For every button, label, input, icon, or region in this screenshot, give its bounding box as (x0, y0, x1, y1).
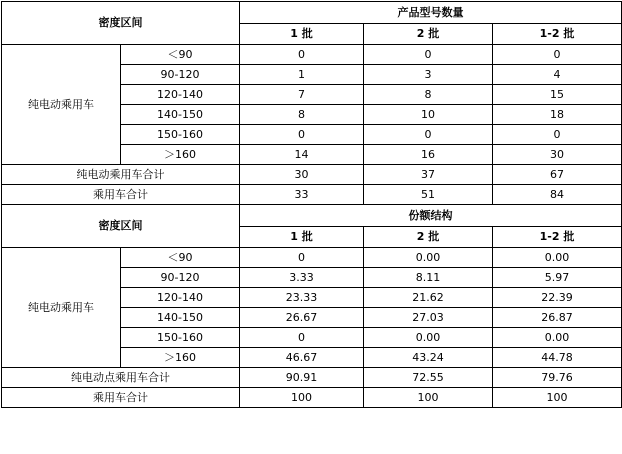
cell: 7 (240, 85, 364, 105)
cell: 43.24 (364, 348, 493, 368)
cell: 79.76 (493, 368, 622, 388)
range-label: 90-120 (121, 268, 240, 288)
cell: 67 (493, 165, 622, 185)
table-row (2, 45, 622, 65)
range-label: 140-150 (121, 308, 240, 328)
cell: 0 (240, 328, 364, 348)
range-header: 密度区间 (2, 205, 240, 248)
col-header: 1 批 (240, 227, 364, 248)
cell: 0.00 (364, 248, 493, 268)
range-label: ＞160 (121, 348, 240, 368)
col-header: 2 批 (364, 24, 493, 45)
cell: 0.00 (493, 328, 622, 348)
cell: 0 (240, 248, 364, 268)
cell: 4 (493, 65, 622, 85)
cell: 15 (493, 85, 622, 105)
density-table (1, 1, 622, 408)
col-header: 1 批 (240, 24, 364, 45)
subtotal-row (2, 165, 622, 185)
col-header: 1-2 批 (493, 24, 622, 45)
cell: 0 (493, 45, 622, 65)
cell: 0 (240, 45, 364, 65)
cell: 100 (493, 388, 622, 408)
total-row (2, 185, 622, 205)
range-label: ＜90 (121, 45, 240, 65)
total-row (2, 388, 622, 408)
cell: 22.39 (493, 288, 622, 308)
cell: 0 (493, 125, 622, 145)
cell: 33 (240, 185, 364, 205)
cell: 51 (364, 185, 493, 205)
cell: 100 (240, 388, 364, 408)
range-label: 150-160 (121, 328, 240, 348)
total-label: 乘用车合计 (2, 185, 240, 205)
cell: 0 (364, 45, 493, 65)
range-label: 140-150 (121, 105, 240, 125)
cell: 0 (240, 125, 364, 145)
cell: 72.55 (364, 368, 493, 388)
cell: 3 (364, 65, 493, 85)
cell: 30 (493, 145, 622, 165)
cell: 10 (364, 105, 493, 125)
cell: 37 (364, 165, 493, 185)
cell: 26.87 (493, 308, 622, 328)
cell: 5.97 (493, 268, 622, 288)
subtotal-label: 纯电动点乘用车合计 (2, 368, 240, 388)
group-label: 纯电动乘用车 (2, 248, 121, 368)
cell: 3.33 (240, 268, 364, 288)
cell: 21.62 (364, 288, 493, 308)
group-label: 纯电动乘用车 (2, 45, 121, 165)
range-label: 150-160 (121, 125, 240, 145)
cell: 16 (364, 145, 493, 165)
cell: 100 (364, 388, 493, 408)
range-label: 90-120 (121, 65, 240, 85)
range-label: ＜90 (121, 248, 240, 268)
cell: 0.00 (364, 328, 493, 348)
subtotal-label: 纯电动乘用车合计 (2, 165, 240, 185)
subtotal-row (2, 368, 622, 388)
section-title: 产品型号数量 (240, 2, 622, 24)
range-label: 120-140 (121, 288, 240, 308)
cell: 14 (240, 145, 364, 165)
cell: 26.67 (240, 308, 364, 328)
cell: 84 (493, 185, 622, 205)
range-header: 密度区间 (2, 2, 240, 45)
col-header: 1-2 批 (493, 227, 622, 248)
cell: 0 (364, 125, 493, 145)
cell: 8 (240, 105, 364, 125)
cell: 44.78 (493, 348, 622, 368)
cell: 46.67 (240, 348, 364, 368)
cell: 8.11 (364, 268, 493, 288)
cell: 90.91 (240, 368, 364, 388)
cell: 27.03 (364, 308, 493, 328)
range-label: ＞160 (121, 145, 240, 165)
cell: 1 (240, 65, 364, 85)
range-label: 120-140 (121, 85, 240, 105)
cell: 0.00 (493, 248, 622, 268)
cell: 18 (493, 105, 622, 125)
cell: 30 (240, 165, 364, 185)
total-label: 乘用车合计 (2, 388, 240, 408)
table-row (2, 248, 622, 268)
cell: 8 (364, 85, 493, 105)
section-title: 份额结构 (240, 205, 622, 227)
cell: 23.33 (240, 288, 364, 308)
col-header: 2 批 (364, 227, 493, 248)
